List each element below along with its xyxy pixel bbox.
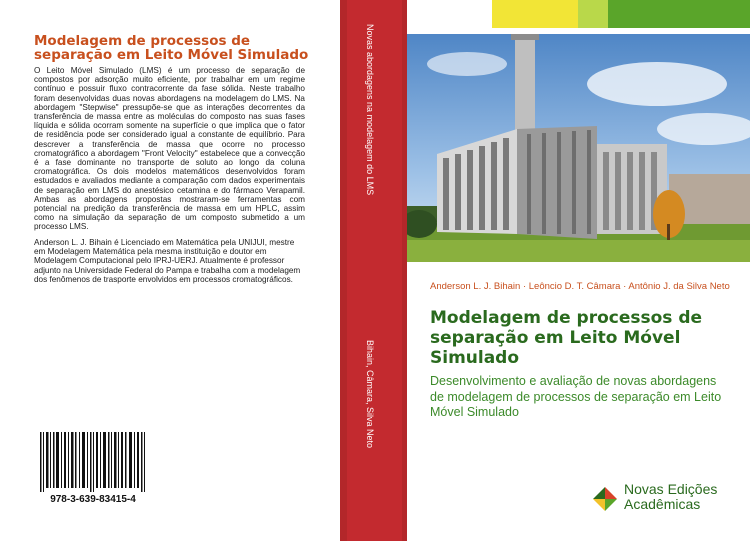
spine-title: Novas abordagens na modelagem do LMS [365, 24, 375, 196]
top-stripe-lightgreen [578, 0, 608, 28]
front-subtitle: Desenvolvimento e avaliação de novas abordagens de modelagem de processos de separação em Leito Móvel Simulado [430, 374, 722, 419]
publisher-logo-icon [592, 486, 618, 512]
front-authors: Anderson L. J. Bihain · Leôncio D. T. Câmara · Antônio J. da Silva Neto [430, 281, 730, 292]
top-stripe-green [608, 0, 750, 28]
cover-photo [407, 34, 750, 262]
back-cover [0, 0, 340, 541]
publisher-name [624, 482, 717, 512]
isbn: 978-3-639-83415-4 [50, 494, 136, 505]
barcode-icon [38, 432, 148, 492]
spine-authors: Bihain, Câmara, Silva Neto [365, 340, 375, 449]
publisher-name-line2: Acadêmicas [624, 496, 701, 512]
publisher-name-line1: Novas Edições [624, 481, 718, 497]
front-title: Modelagem de processos de separação em Leito Móvel Simulado [430, 308, 703, 368]
top-stripe-yellow [492, 0, 578, 28]
back-title: Modelagem de processos de separação em Leito Móvel Simulado [34, 33, 309, 63]
back-description: O Leito Móvel Simulado (LMS) é um processo de separação de compostos por adsorção muito eficiente, por trabalhar em um regime contínuo e possuir fluxo contracorrente da fase sólida. Neste trabalho foram desenvolvidas duas novas abordagens na modelagem do LMS. Na abordagem "Stepwise" pressupõe-se que as interações decorrentes da transferência de massa entre as moléculas do composto nas suas fases líquida e sólida ocorram somente na superfície o que implica que o fator de residência pode ser considerado igual a constante de equilíbrio. Para descrever a transferência de massa que ocorre no processo cromatográfico a abordagem "Front Velocity" estabelece que a convecção é a fase dominante no transporte de soluto ao longo da coluna cromatográfica. Os dois modelos matemáticos desenvolvidos foram estudados e avaliados mediante a comparação com dados experimentais de separação em LMS do anestésico cetamina e do fármaco Verapamil. Ambas as abordagens propostas mostraram-se ferramentas com potencial na predição da transferência de massa em um HPLC, assim como na simulação da separação de um composto submetido a um processo LMS. [34, 66, 305, 232]
author-bio: Anderson L. J. Bihain é Licenciado em Matemática pela UNIJUI, mestre em Modelagem Matemática pela mesma instituição e doutor em Modelagem Computacional pelo IPRJ-UERJ. Atualmente é professor adjunto na Universidade Federal do Pampa e trabalha com a modelagem dos fenômenos de trasporte envolvidos em processos cromatográficos. [34, 238, 301, 284]
